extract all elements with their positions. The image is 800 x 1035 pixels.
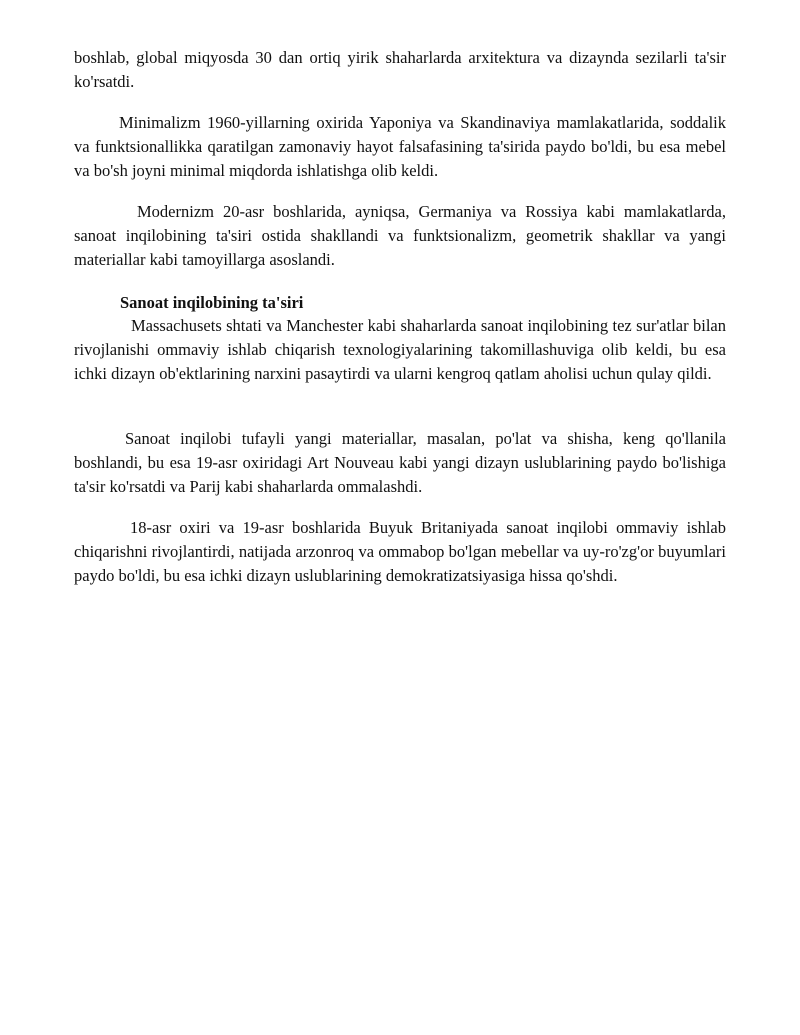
paragraph-modernism: Modernizm 20-asr boshlarida, ayniqsa, Germaniya va Rossiya kabi mamlakatlarda, sanoat inqilobining ta'siri ostida shakllandi va funktsionalizm, geometrik shakllar va yangi materiallar kabi tamoyillarga asoslandi. — [74, 202, 726, 269]
paragraph-massachusetts: Massachusets shtati va Manchester kabi shaharlarda sanoat inqilobining tez sur'atlar bilan rivojlanishi ommaviy ishlab chiqarish texnologiyalarining takomillashuviga olib keldi, bu esa ichki dizayn ob'ektlarining narxini pasaytirdi va ularni kengroq qatlam aholisi uchun qulay qildi. — [74, 316, 726, 383]
section-heading: Sanoat inqilobining ta'siri — [120, 293, 304, 312]
paragraph-materials: Sanoat inqilobi tufayli yangi materiallar, masalan, po'lat va shisha, keng qo'llanila boshlandi, bu esa 19-asr oxiridagi Art Nouveau kabi yangi dizayn uslublarining paydo bo'lishiga ta'sir ko'rsatdi va Parij kabi shaharlarda ommalashdi. — [74, 429, 726, 496]
paragraph-continuation: boshlab, global miqyosda 30 dan ortiq yirik shaharlarda arxitektura va dizaynda sezilarli ta'sir ko'rsatdi. — [74, 48, 726, 91]
paragraph-minimalism: Minimalizm 1960-yillarning oxirida Yaponiya va Skandinaviya mamlakatlarida, soddalik va funktsionallikka qaratilgan zamonaviy hayot falsafasining ta'sirida paydo bo'ldi, bu esa mebel va bo'sh joyni minimal miqdorda ishlatishga olib keldi. — [74, 113, 726, 180]
paragraph-britain: 18-asr oxiri va 19-asr boshlarida Buyuk Britaniyada sanoat inqilobi ommaviy ishlab chiqarishni rivojlantirdi, natijada arzonroq va ommabop bo'lgan mebellar va uy-ro'zg'or buyumlari paydo bo'ldi, bu esa ichki dizayn uslublarining demokratizatsiyasiga hissa qo'shdi. — [74, 518, 726, 585]
